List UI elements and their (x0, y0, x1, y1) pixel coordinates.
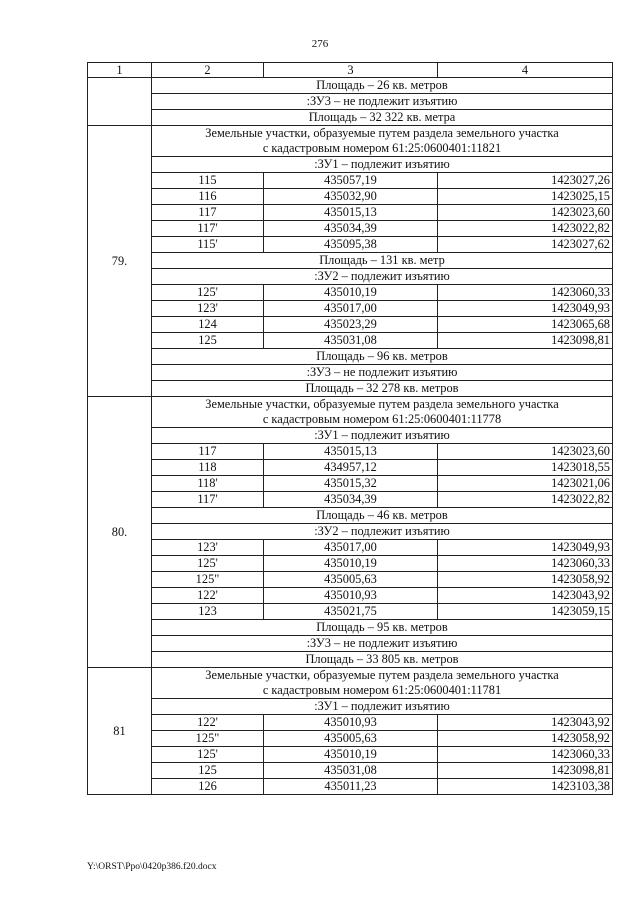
plot-title-row (88, 524, 613, 540)
coordinate-x: 435017,00 (264, 301, 438, 317)
point-number: 123' (152, 540, 264, 556)
continuation-row (88, 110, 613, 126)
plot-title: :ЗУ1 – подлежит изъятию (152, 157, 613, 173)
coordinate-y: 1423058,92 (438, 731, 613, 747)
header-col-3: 3 (264, 63, 438, 78)
point-number: 125 (152, 763, 264, 779)
header-row (88, 63, 613, 78)
section-description-row (88, 126, 613, 157)
coordinate-row (88, 301, 613, 317)
description-line-2: с кадастровым номером 61:25:0600401:11778 (262, 412, 502, 426)
point-number: 123' (152, 301, 264, 317)
coordinate-x: 435010,19 (264, 556, 438, 572)
header-col-2: 2 (152, 63, 264, 78)
page-number: 276 (311, 38, 329, 50)
point-number: 122' (152, 588, 264, 604)
point-number: 115' (152, 237, 264, 253)
coordinate-x: 435015,13 (264, 444, 438, 460)
header-col-1: 1 (88, 63, 152, 78)
description-line-2: с кадастровым номером 61:25:0600401:11781 (262, 683, 502, 697)
point-number: 125' (152, 285, 264, 301)
summary-row (88, 381, 613, 397)
coordinate-y: 1423022,82 (438, 492, 613, 508)
coordinate-y: 1423027,62 (438, 237, 613, 253)
description-line-1: Земельные участки, образуемые путем раздела земельного участка (205, 668, 559, 682)
point-number: 125' (152, 556, 264, 572)
point-number: 117' (152, 221, 264, 237)
coordinate-y: 1423103,38 (438, 779, 613, 795)
point-number: 117 (152, 444, 264, 460)
coordinate-row (88, 731, 613, 747)
coordinate-x: 435005,63 (264, 572, 438, 588)
coordinate-x: 435031,08 (264, 333, 438, 349)
coordinate-row (88, 317, 613, 333)
section-description-row (88, 668, 613, 699)
coordinate-y: 1423049,93 (438, 540, 613, 556)
coordinate-x: 435031,08 (264, 763, 438, 779)
section-description (152, 397, 613, 428)
header-col-4: 4 (438, 63, 613, 78)
plot-title-row (88, 157, 613, 173)
coordinate-y: 1423059,15 (438, 604, 613, 620)
coordinate-row (88, 444, 613, 460)
coordinate-y: 1423098,81 (438, 763, 613, 779)
coordinate-row (88, 779, 613, 795)
plot-area: Площадь – 95 кв. метров (152, 620, 613, 636)
coordinate-y: 1423023,60 (438, 444, 613, 460)
plot-title-row (88, 699, 613, 715)
summary-cell: :ЗУ3 – не подлежит изъятию (152, 365, 613, 381)
coordinates-table (87, 62, 613, 795)
continuation-row (88, 78, 613, 94)
coordinate-row (88, 189, 613, 205)
area-row (88, 349, 613, 365)
summary-row (88, 652, 613, 668)
plot-area: Площадь – 96 кв. метров (152, 349, 613, 365)
coordinate-x: 435010,93 (264, 588, 438, 604)
coordinate-y: 1423027,26 (438, 173, 613, 189)
point-number: 126 (152, 779, 264, 795)
area-row (88, 508, 613, 524)
coordinate-x: 435015,32 (264, 476, 438, 492)
summary-cell: :ЗУ3 – не подлежит изъятию (152, 636, 613, 652)
point-number: 117' (152, 492, 264, 508)
point-number: 118' (152, 476, 264, 492)
coordinate-row (88, 715, 613, 731)
coordinate-row (88, 476, 613, 492)
coordinate-y: 1423060,33 (438, 747, 613, 763)
plot-title: :ЗУ1 – подлежит изъятию (152, 428, 613, 444)
coordinate-y: 1423060,33 (438, 556, 613, 572)
coordinate-y: 1423065,68 (438, 317, 613, 333)
point-number: 125" (152, 731, 264, 747)
coordinate-x: 435017,00 (264, 540, 438, 556)
area-row (88, 620, 613, 636)
table-body (88, 63, 613, 795)
coordinate-y: 1423025,15 (438, 189, 613, 205)
coordinate-row (88, 604, 613, 620)
coordinate-y: 1423060,33 (438, 285, 613, 301)
description-line-2: с кадастровым номером 61:25:0600401:11821 (262, 141, 502, 155)
coordinate-row (88, 173, 613, 189)
plot-area: Площадь – 46 кв. метров (152, 508, 613, 524)
section-description-row (88, 397, 613, 428)
section-number: 81 (88, 668, 152, 795)
coordinate-x: 435095,38 (264, 237, 438, 253)
plot-area: Площадь – 131 кв. метр (152, 253, 613, 269)
section-number: 80. (88, 397, 152, 668)
coordinate-row (88, 460, 613, 476)
coordinate-row (88, 588, 613, 604)
description-line-1: Земельные участки, образуемые путем раздела земельного участка (205, 397, 559, 411)
section-description (152, 668, 613, 699)
coordinate-x: 435021,75 (264, 604, 438, 620)
coordinate-y: 1423021,06 (438, 476, 613, 492)
point-number: 124 (152, 317, 264, 333)
point-number: 125" (152, 572, 264, 588)
coordinate-x: 434957,12 (264, 460, 438, 476)
coordinate-x: 435023,29 (264, 317, 438, 333)
coordinate-row (88, 540, 613, 556)
coordinate-x: 435057,19 (264, 173, 438, 189)
summary-row (88, 365, 613, 381)
coordinate-y: 1423023,60 (438, 205, 613, 221)
coordinate-x: 435010,19 (264, 285, 438, 301)
description-line-1: Земельные участки, образуемые путем раздела земельного участка (205, 126, 559, 140)
point-number: 125 (152, 333, 264, 349)
point-number: 115 (152, 173, 264, 189)
plot-title-row (88, 428, 613, 444)
coordinate-y: 1423022,82 (438, 221, 613, 237)
summary-cell: Площадь – 32 322 кв. метра (152, 110, 613, 126)
plot-title: :ЗУ2 – подлежит изъятию (152, 524, 613, 540)
coordinate-y: 1423049,93 (438, 301, 613, 317)
coordinate-y: 1423018,55 (438, 460, 613, 476)
coordinate-row (88, 492, 613, 508)
coordinate-row (88, 763, 613, 779)
coordinate-x: 435010,93 (264, 715, 438, 731)
coordinate-y: 1423043,92 (438, 588, 613, 604)
section-description (152, 126, 613, 157)
point-number: 116 (152, 189, 264, 205)
coordinate-row (88, 572, 613, 588)
coordinate-x: 435011,23 (264, 779, 438, 795)
coordinate-row (88, 221, 613, 237)
coordinate-row (88, 285, 613, 301)
summary-cell: Площадь – 33 805 кв. метров (152, 652, 613, 668)
plot-title: :ЗУ2 – подлежит изъятию (152, 269, 613, 285)
summary-row (88, 636, 613, 652)
coordinate-y: 1423098,81 (438, 333, 613, 349)
coordinate-x: 435010,19 (264, 747, 438, 763)
coordinate-row (88, 333, 613, 349)
section-number: 79. (88, 126, 152, 397)
coordinate-y: 1423058,92 (438, 572, 613, 588)
coordinate-row (88, 237, 613, 253)
coordinate-x: 435015,13 (264, 205, 438, 221)
coordinate-x: 435005,63 (264, 731, 438, 747)
point-number: 122' (152, 715, 264, 731)
continuation-row (88, 94, 613, 110)
summary-cell: Площадь – 26 кв. метров (152, 78, 613, 94)
row-number-cell (88, 78, 152, 126)
coordinate-row (88, 747, 613, 763)
summary-cell: Площадь – 32 278 кв. метров (152, 381, 613, 397)
coordinate-row (88, 205, 613, 221)
coordinate-x: 435032,90 (264, 189, 438, 205)
point-number: 117 (152, 205, 264, 221)
plot-title-row (88, 269, 613, 285)
area-row (88, 253, 613, 269)
coordinate-y: 1423043,92 (438, 715, 613, 731)
file-path-footer: Y:\ORST\Ppo\0420p386.f20.docx (87, 862, 217, 872)
point-number: 125' (152, 747, 264, 763)
point-number: 123 (152, 604, 264, 620)
coordinate-x: 435034,39 (264, 221, 438, 237)
point-number: 118 (152, 460, 264, 476)
coordinate-x: 435034,39 (264, 492, 438, 508)
plot-title: :ЗУ1 – подлежит изъятию (152, 699, 613, 715)
coordinate-row (88, 556, 613, 572)
summary-cell: :ЗУ3 – не подлежит изъятию (152, 94, 613, 110)
